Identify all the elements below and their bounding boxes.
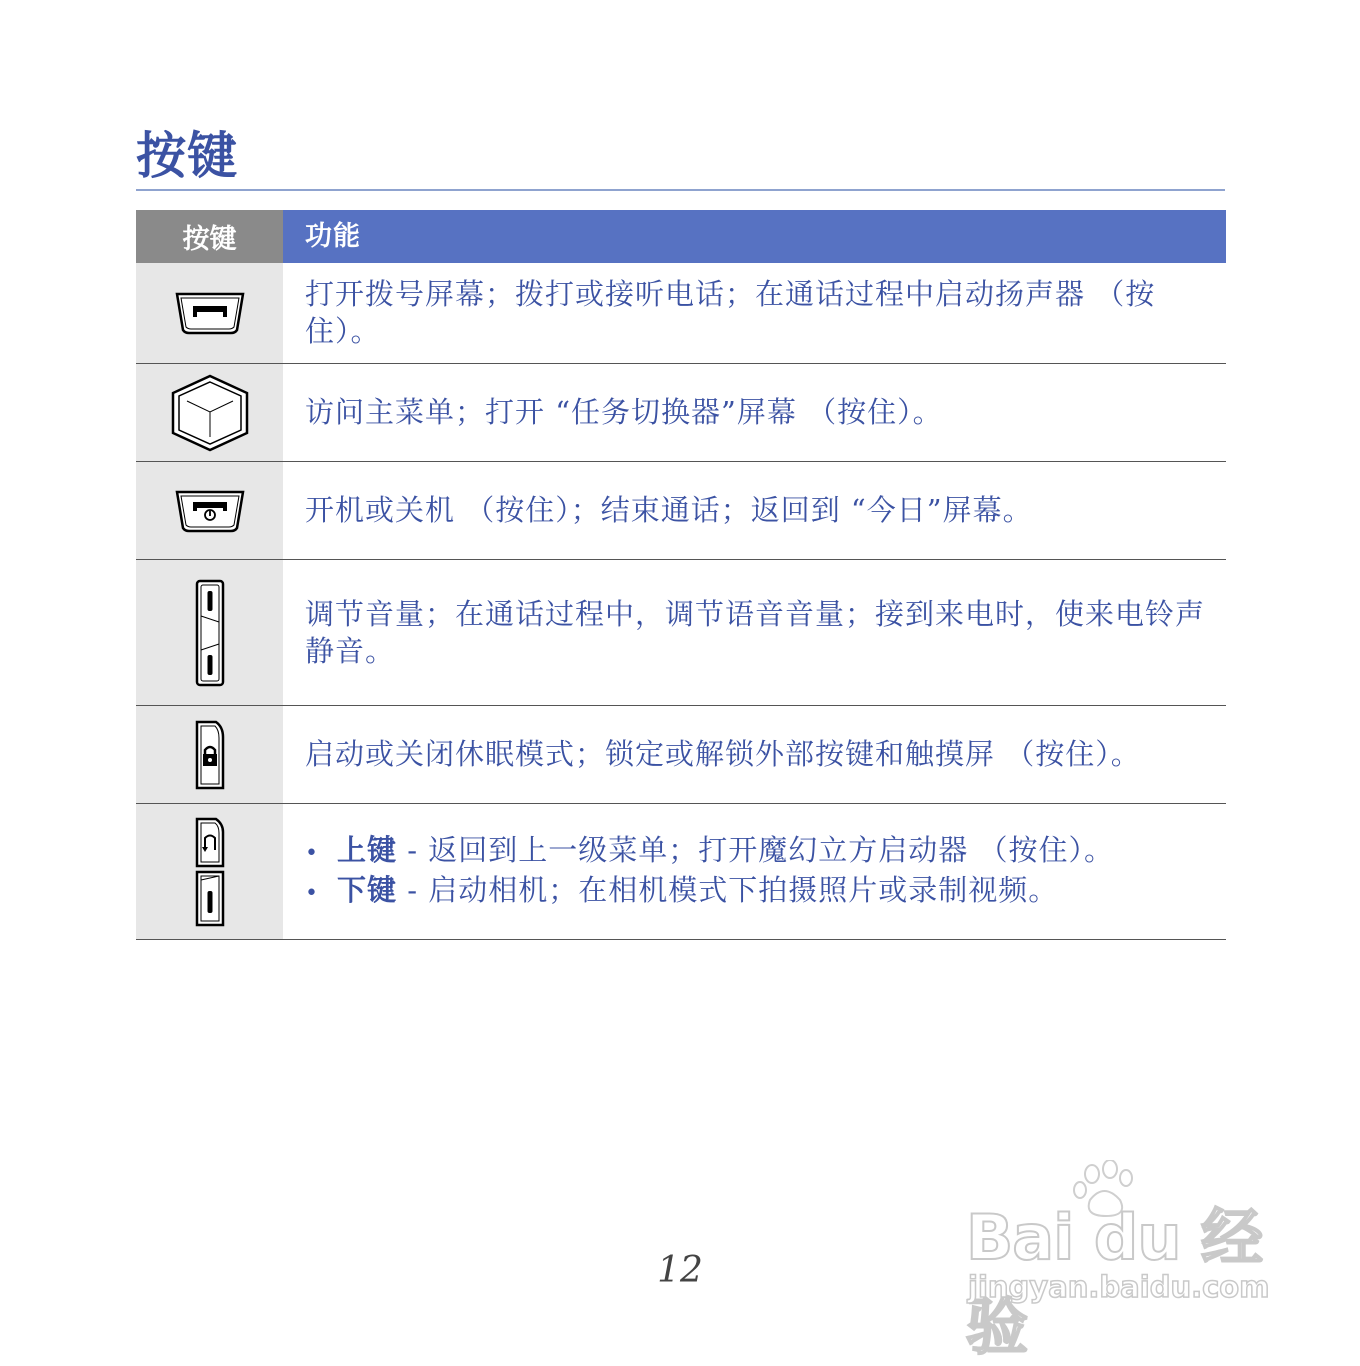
function-text: 访问主菜单；打开 “任务切换器”屏幕 （按住）。 xyxy=(305,395,943,429)
baidu-jingyan-watermark xyxy=(962,1160,1282,1363)
lock-key-icon xyxy=(194,719,226,791)
function-text: 打开拨号屏幕；拨打或接听电话；在通话过程中启动扬声器 （按住）。 xyxy=(305,277,1156,348)
bullet-separator: - xyxy=(397,872,429,907)
watermark-logo: Bai du 经验 xyxy=(966,1201,1263,1363)
table-header xyxy=(136,210,1226,263)
title-divider xyxy=(136,189,1225,191)
bullet-term: 上键 xyxy=(337,832,398,867)
function-text: 启动或关闭休眠模式；锁定或解锁外部按键和触摸屏 （按住）。 xyxy=(305,737,1141,771)
bullet-text: 返回到上一级菜单；打开魔幻立方启动器 （按住）。 xyxy=(428,832,1114,867)
list-item xyxy=(305,872,1114,912)
bullet-marker: • xyxy=(305,880,319,906)
list-item xyxy=(305,832,1114,872)
table-row xyxy=(136,706,1226,804)
function-text: 开机或关机 （按住）；结束通话；返回到 “今日”屏幕。 xyxy=(305,493,1033,527)
menu-cube-key-icon xyxy=(169,373,251,453)
header-function: 功能 xyxy=(283,210,1226,263)
bullet-separator: - xyxy=(397,832,429,867)
table-row xyxy=(136,364,1226,462)
table-row xyxy=(136,804,1226,940)
call-key-icon xyxy=(174,290,246,336)
bullet-marker: • xyxy=(305,840,319,866)
function-text: 调节音量；在通话过程中，调节语音音量；接到来电时，使来电铃声静音。 xyxy=(305,596,1206,668)
watermark-url: jingyan.baidu.com xyxy=(968,1270,1270,1304)
table-row xyxy=(136,560,1226,706)
key-bullet-list xyxy=(305,832,1114,912)
back-camera-key-icon xyxy=(194,816,226,928)
table-row xyxy=(136,263,1226,364)
bullet-term: 下键 xyxy=(337,872,398,907)
power-end-key-icon xyxy=(174,488,246,534)
bullet-text: 启动相机；在相机模式下拍摄照片或录制视频。 xyxy=(428,872,1059,907)
keys-table xyxy=(136,210,1226,940)
header-key: 按键 xyxy=(136,210,283,263)
volume-key-icon xyxy=(194,578,226,688)
page-title: 按键 xyxy=(136,127,238,185)
page-number: 12 xyxy=(657,1250,703,1291)
table-row xyxy=(136,462,1226,560)
